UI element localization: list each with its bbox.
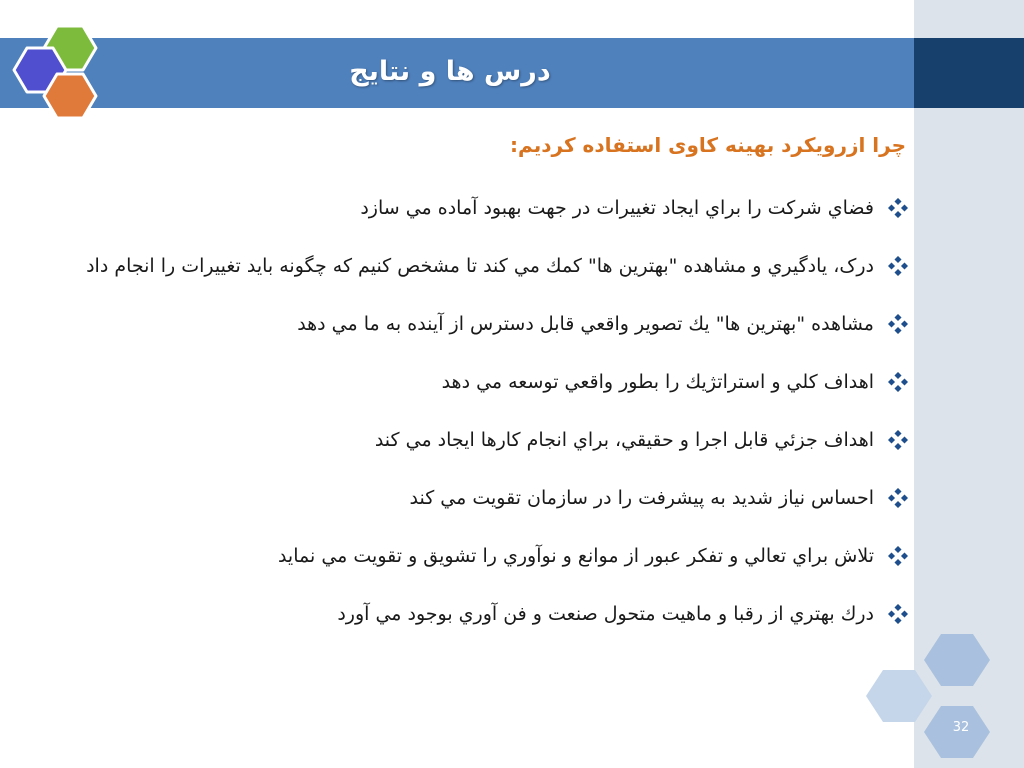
orange-hexagon: [44, 74, 96, 118]
diamond-bullet-icon: [888, 314, 908, 334]
bullet-text: احساس نياز شديد به پيشرفت را در سازمان تقويت مي كند: [409, 487, 874, 509]
slide-subtitle: چرا ازرویکرد بهینه کاوی استفاده کردیم:: [510, 133, 906, 157]
diamond-bullet-icon: [888, 256, 908, 276]
decorative-hexagons: [860, 628, 1000, 768]
bullet-text: اهداف كلي و استراتژيك را بطور واقعي توسعه مي دهد: [441, 371, 874, 393]
list-item: [32, 300, 912, 349]
page-number: 32: [952, 720, 970, 735]
bullet-text: درك بهتري از رقبا و ماهيت متحول صنعت و فن آوري بوجود مي آورد: [337, 603, 874, 625]
list-item: [32, 590, 912, 639]
bullet-text: درک، يادگيري و مشاهده "بهترين ها" كمك مي كند تا مشخص كنيم كه چگونه بايد تغييرات را انجام داد: [86, 255, 874, 277]
diamond-bullet-icon: [888, 604, 908, 624]
bullet-list: [32, 184, 912, 648]
list-item: [32, 416, 912, 465]
bullet-text: مشاهده "بهترين ها" يك تصوير واقعي قابل دسترس از آينده به ما مي دهد: [297, 313, 874, 335]
list-item: [32, 474, 912, 523]
decorative-hexagon: [924, 634, 990, 686]
list-item: [32, 358, 912, 407]
bullet-text: تلاش براي تعالي و تفكر عبور از موانع و نوآوري را تشويق و تقويت مي نمايد: [277, 545, 874, 567]
decorative-hexagon: [866, 670, 932, 722]
bullet-text: اهداف جزئي قابل اجرا و حقيقي، براي انجام كارها ايجاد مي كند: [374, 429, 874, 451]
slide-title: درس ها و نتايج: [349, 56, 551, 87]
list-item: [32, 184, 912, 233]
diamond-bullet-icon: [888, 546, 908, 566]
diamond-bullet-icon: [888, 430, 908, 450]
bullet-text: فضاي شركت را براي ايجاد تغييرات در جهت بهبود آماده مي سازد: [360, 197, 874, 219]
diamond-bullet-icon: [888, 372, 908, 392]
list-item: [32, 242, 912, 291]
diamond-bullet-icon: [888, 198, 908, 218]
hexagon-cluster-logo: [10, 22, 120, 122]
list-item: [32, 532, 912, 581]
title-bar-dark-segment: [914, 38, 1024, 108]
diamond-bullet-icon: [888, 488, 908, 508]
